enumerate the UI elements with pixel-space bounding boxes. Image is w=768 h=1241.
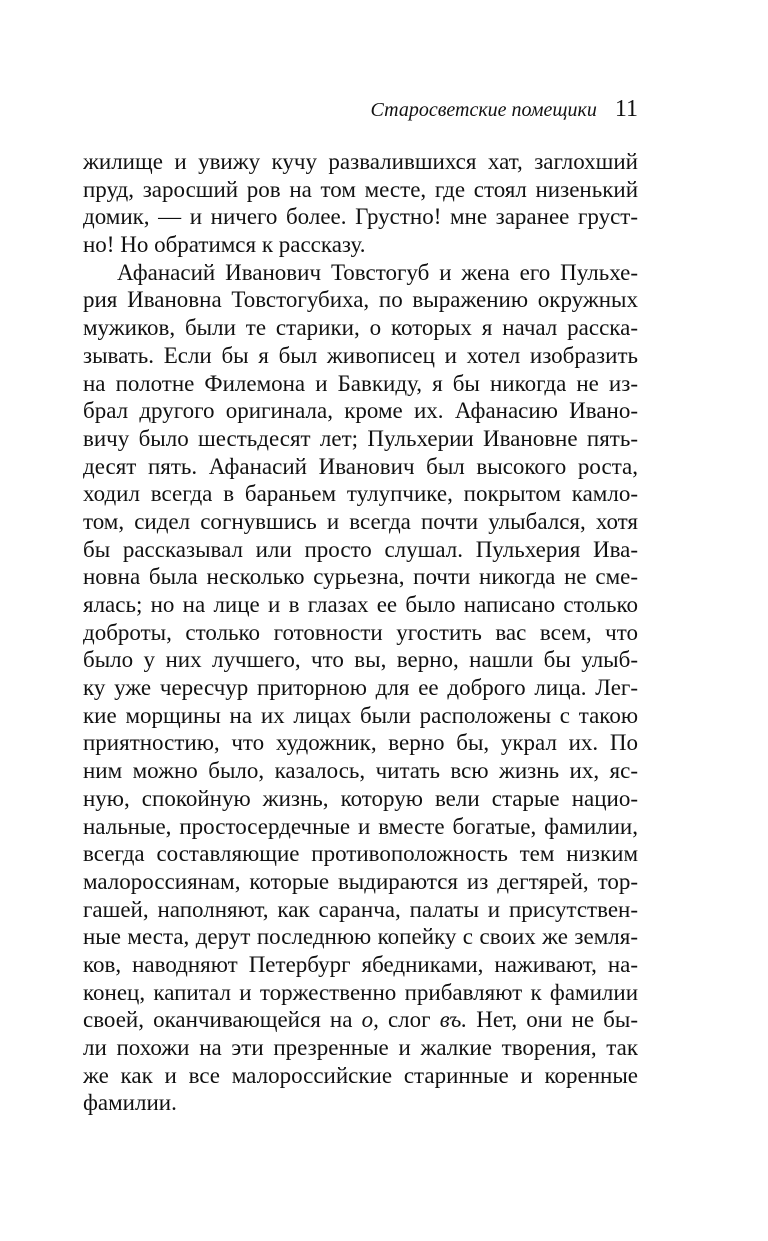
text-line: ку уже чересчур приторною для ее доброго лица. Лег-: [83, 675, 638, 701]
text-line: конец, капитал и торжественно прибавляют к фамилии: [83, 979, 638, 1005]
line-segment: Нет, они не бы-: [467, 1007, 638, 1033]
text-line: ную, спокойную жизнь, которую вели старые нацио-: [83, 785, 638, 811]
text-line: фамилии.: [83, 1090, 177, 1116]
line-segment: своей, оканчивающейся на: [83, 1007, 362, 1033]
line-segment: слог: [378, 1007, 440, 1033]
text-line: было у них лучшего, что вы, верно, нашли бы улыб-: [83, 647, 638, 673]
text-line: Афанасий Иванович Товстогуб и жена его Пульхе-: [117, 259, 638, 285]
text-line: ные места, дерут последнюю копейку с своих же земля-: [83, 924, 638, 950]
text-line: бы рассказывал или просто слушал. Пульхерия Ива-: [83, 536, 638, 562]
body-text: [83, 148, 638, 1117]
italic-syllable: въ.: [439, 1007, 468, 1033]
text-line: на полотне Филемона и Бавкиду, я бы никогда не из-: [83, 370, 638, 396]
text-line: новна была несколько сурьезна, почти никогда не сме-: [83, 564, 638, 590]
text-line: пруд, заросший ров на том месте, где стоял низенький: [83, 176, 638, 202]
text-line: но! Но обратимся к рассказу.: [83, 232, 366, 258]
text-line: доброты, столько готовности угостить вас всем, что: [83, 619, 638, 645]
text-line: брал другого оригинала, кроме их. Афанасию Ивано-: [83, 398, 638, 424]
text-line: всегда составляющие противоположность тем низким: [83, 841, 638, 867]
text-line: десят пять. Афанасий Иванович был высокого роста,: [83, 453, 638, 479]
running-head: [371, 96, 638, 123]
text-line: малороссиянам, которые выдираются из дегтярей, тор-: [83, 868, 638, 894]
text-line: домик, — и ничего более. Грустно! мне заранее груст-: [83, 204, 638, 230]
text-line: жилище и увижу кучу развалившихся хат, заглохший: [83, 149, 638, 174]
text-line: вичу было шестьдесят лет; Пульхерии Ивановне пять-: [83, 425, 638, 451]
text-line: мужиков, были те старики, о которых я начал расска-: [83, 315, 638, 341]
text-line: рия Ивановна Товстогубиха, по выражению окружных: [83, 287, 638, 313]
text-line: ходил всегда в бараньем тулупчике, покрытом камло-: [83, 481, 638, 507]
text-line: ли похожи на эти презренные и жалкие творения, так: [83, 1035, 638, 1060]
text-line: том, сидел согнувшись и всегда почти улыбался, хотя: [83, 508, 638, 534]
text-line: приятностию, что художник, верно бы, украл их. По: [83, 730, 638, 756]
text-line: ялась; но на лице и в глазах ее было написано столько: [83, 592, 638, 617]
text-line: же как и все малороссийские старинные и коренные: [83, 1062, 638, 1088]
text-line: ним можно было, казалось, читать всю жизнь их, яс-: [83, 758, 638, 784]
text-line: кие морщины на их лицах были расположены с такою: [83, 702, 638, 728]
text-line: гашей, наполняют, как саранча, палаты и присутствен-: [83, 896, 638, 922]
italic-letter-o: о,: [361, 1007, 379, 1033]
running-head-title: Старосветские помещики: [370, 99, 597, 121]
text-line: зывать. Если бы я был живописец и хотел изобразить: [83, 342, 638, 368]
text-line: ков, наводняют Петербург ябедниками, наживают, на-: [83, 951, 638, 977]
text-line: нальные, простосердечные и вместе богатые, фамилии,: [83, 813, 638, 839]
page-number: 11: [614, 96, 638, 122]
text-line-with-italics: [83, 1006, 638, 1034]
